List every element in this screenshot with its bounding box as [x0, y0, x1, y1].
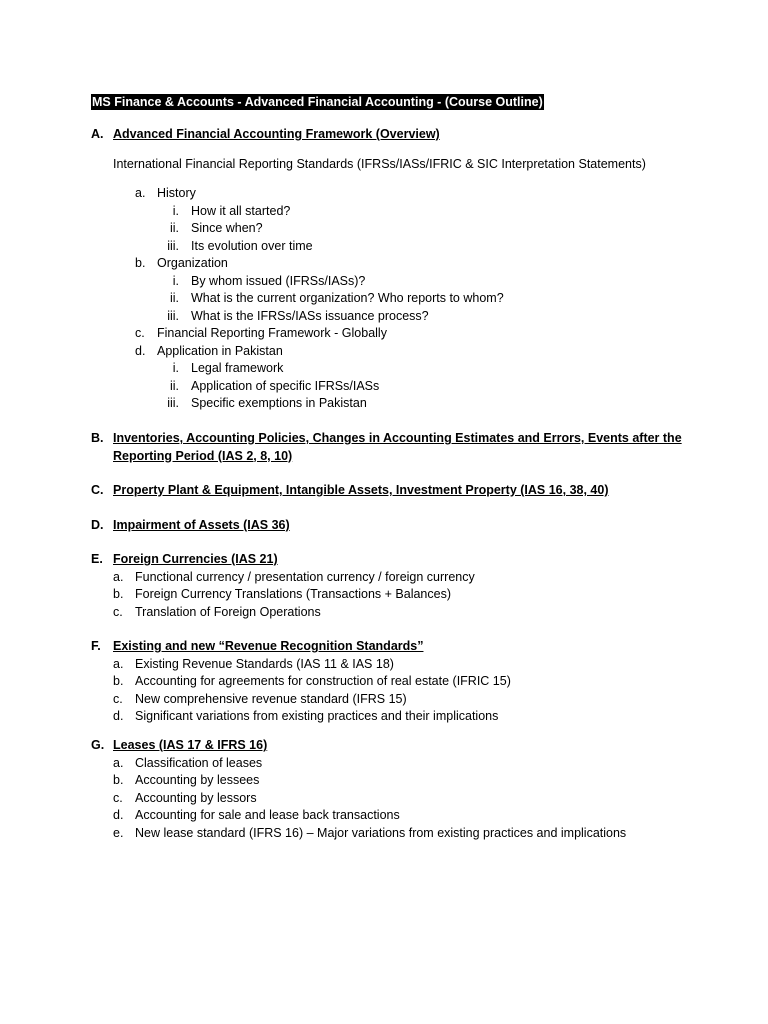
- section-a: [91, 126, 691, 413]
- section-title: Foreign Currencies (IAS 21): [113, 552, 278, 566]
- list-marker: c.: [135, 326, 145, 340]
- section-g-list: [91, 755, 691, 843]
- sub-list-item: [157, 238, 691, 256]
- list-marker: d.: [135, 343, 146, 358]
- list-marker: b.: [113, 773, 124, 787]
- sub-list-item: [157, 203, 691, 221]
- section-f-list: [91, 656, 691, 726]
- sub-list-item: [157, 308, 691, 326]
- list-item-text: Specific exemptions in Pakistan: [191, 396, 367, 410]
- section-b-heading: [91, 430, 691, 465]
- list-marker: ii.: [169, 221, 179, 235]
- section-letter: C.: [91, 483, 104, 497]
- section-title: Impairment of Assets (IAS 36): [113, 518, 290, 532]
- section-a-intro: International Financial Reporting Standards (IFRSs/IASs/IFRIC & SIC Interpretation Statements): [113, 156, 646, 171]
- section-e-heading: [91, 551, 691, 569]
- list-item: [113, 708, 691, 726]
- list-item: [113, 807, 691, 825]
- list-item-text: Financial Reporting Framework - Globally: [157, 326, 387, 340]
- course-title: MS Finance & Accounts - Advanced Financial Accounting - (Course Outline): [92, 95, 543, 109]
- list-marker: i.: [172, 203, 179, 218]
- section-f: [91, 638, 691, 726]
- list-item: [113, 569, 691, 587]
- section-title-line2: Reporting Period (IAS 2, 8, 10): [113, 448, 293, 463]
- section-b: [91, 430, 691, 465]
- list-marker: a.: [113, 656, 124, 671]
- sub-list-item: [157, 290, 691, 308]
- list-item: [113, 790, 691, 808]
- list-item: [113, 586, 691, 604]
- list-item-text: Accounting by lessors: [135, 790, 257, 805]
- section-letter: F.: [91, 639, 101, 653]
- section-title: Leases (IAS 17 & IFRS 16): [113, 738, 268, 752]
- sub-list-item: [157, 360, 691, 378]
- list-item-text: Significant variations from existing practices and their implications: [135, 709, 499, 723]
- section-a-heading: [91, 126, 691, 144]
- list-item-text: History: [157, 186, 196, 200]
- list-item: [135, 343, 691, 361]
- list-marker: a.: [113, 569, 124, 584]
- sub-list-item: [157, 395, 691, 413]
- section-g: [91, 737, 691, 842]
- list-marker: e.: [113, 825, 124, 840]
- list-item-text: How it all started?: [191, 203, 291, 218]
- list-marker: a.: [113, 755, 124, 770]
- list-item: [135, 325, 691, 343]
- list-marker: ii.: [169, 378, 179, 393]
- list-item: [113, 825, 691, 843]
- list-marker: c.: [113, 691, 123, 706]
- list-marker: b.: [113, 674, 124, 688]
- list-item: [113, 673, 691, 691]
- list-item-text: Classification of leases: [135, 755, 263, 770]
- section-e: [91, 551, 691, 621]
- list-item-text: Application in Pakistan: [157, 343, 283, 358]
- section-c: [91, 482, 691, 500]
- section-d: [91, 517, 691, 535]
- section-title: Existing and new “Revenue Recognition Standards”: [113, 639, 424, 653]
- section-title: Property Plant & Equipment, Intangible Assets, Investment Property (IAS 16, 38, 40): [113, 483, 609, 497]
- list-item-text: Application of specific IFRSs/IASs: [191, 378, 380, 393]
- list-item: [113, 691, 691, 709]
- section-title-line1: Inventories, Accounting Policies, Changes in Accounting Estimates and Errors, Events after the: [113, 431, 682, 445]
- list-item-text: New lease standard (IFRS 16) – Major variations from existing practices and implications: [135, 825, 627, 840]
- list-marker: c.: [113, 790, 123, 805]
- list-item: [113, 755, 691, 773]
- section-letter: A.: [91, 127, 104, 141]
- list-item: [113, 656, 691, 674]
- list-item-text: Accounting for agreements for construction of real estate (IFRIC 15): [135, 674, 511, 688]
- list-item: [113, 772, 691, 790]
- section-letter: E.: [91, 552, 103, 566]
- sub-list-item: [157, 220, 691, 238]
- list-marker: iii.: [167, 238, 179, 253]
- list-item-text: Accounting for sale and lease back transactions: [135, 808, 400, 822]
- sub-list-item: [157, 378, 691, 396]
- sub-list-item: [157, 273, 691, 291]
- list-item-text: Existing Revenue Standards (IAS 11 & IAS 18): [135, 656, 394, 671]
- list-item-text: Translation of Foreign Operations: [135, 604, 321, 619]
- list-item-text: By whom issued (IFRSs/IASs)?: [191, 273, 366, 288]
- list-marker: a.: [135, 186, 146, 200]
- section-title: Advanced Financial Accounting Framework (Overview): [113, 127, 440, 141]
- section-d-heading: [91, 517, 691, 535]
- list-item: [135, 255, 691, 273]
- list-marker: iii.: [167, 396, 179, 410]
- list-marker: b.: [113, 587, 124, 601]
- list-marker: b.: [135, 256, 146, 270]
- list-item-text: Legal framework: [191, 361, 284, 375]
- list-marker: ii.: [169, 291, 179, 305]
- section-title: [113, 430, 682, 465]
- section-a-list: [91, 185, 691, 413]
- list-item-text: New comprehensive revenue standard (IFRS 15): [135, 691, 407, 706]
- list-item: [135, 185, 691, 203]
- list-marker: i.: [172, 361, 179, 375]
- section-c-heading: [91, 482, 691, 500]
- section-g-heading: [91, 737, 691, 755]
- list-marker: i.: [172, 273, 179, 288]
- section-letter: B.: [91, 431, 104, 445]
- list-item-text: Its evolution over time: [191, 238, 313, 253]
- list-marker: c.: [113, 604, 123, 619]
- list-item-text: Organization: [157, 256, 228, 270]
- section-f-heading: [91, 638, 691, 656]
- list-item-text: Foreign Currency Translations (Transactions + Balances): [135, 587, 451, 601]
- list-item-text: What is the IFRSs/IASs issuance process?: [191, 308, 429, 323]
- list-item: [113, 604, 691, 622]
- list-item-text: Since when?: [191, 221, 263, 235]
- list-marker: iii.: [167, 308, 179, 323]
- list-item-text: Accounting by lessees: [135, 773, 260, 787]
- list-marker: d.: [113, 709, 124, 723]
- list-item-text: What is the current organization? Who reports to whom?: [191, 291, 504, 305]
- list-marker: d.: [113, 808, 124, 822]
- section-letter: D.: [91, 518, 104, 532]
- list-item-text: Functional currency / presentation currency / foreign currency: [135, 569, 475, 584]
- section-letter: G.: [91, 738, 105, 752]
- section-e-list: [91, 569, 691, 622]
